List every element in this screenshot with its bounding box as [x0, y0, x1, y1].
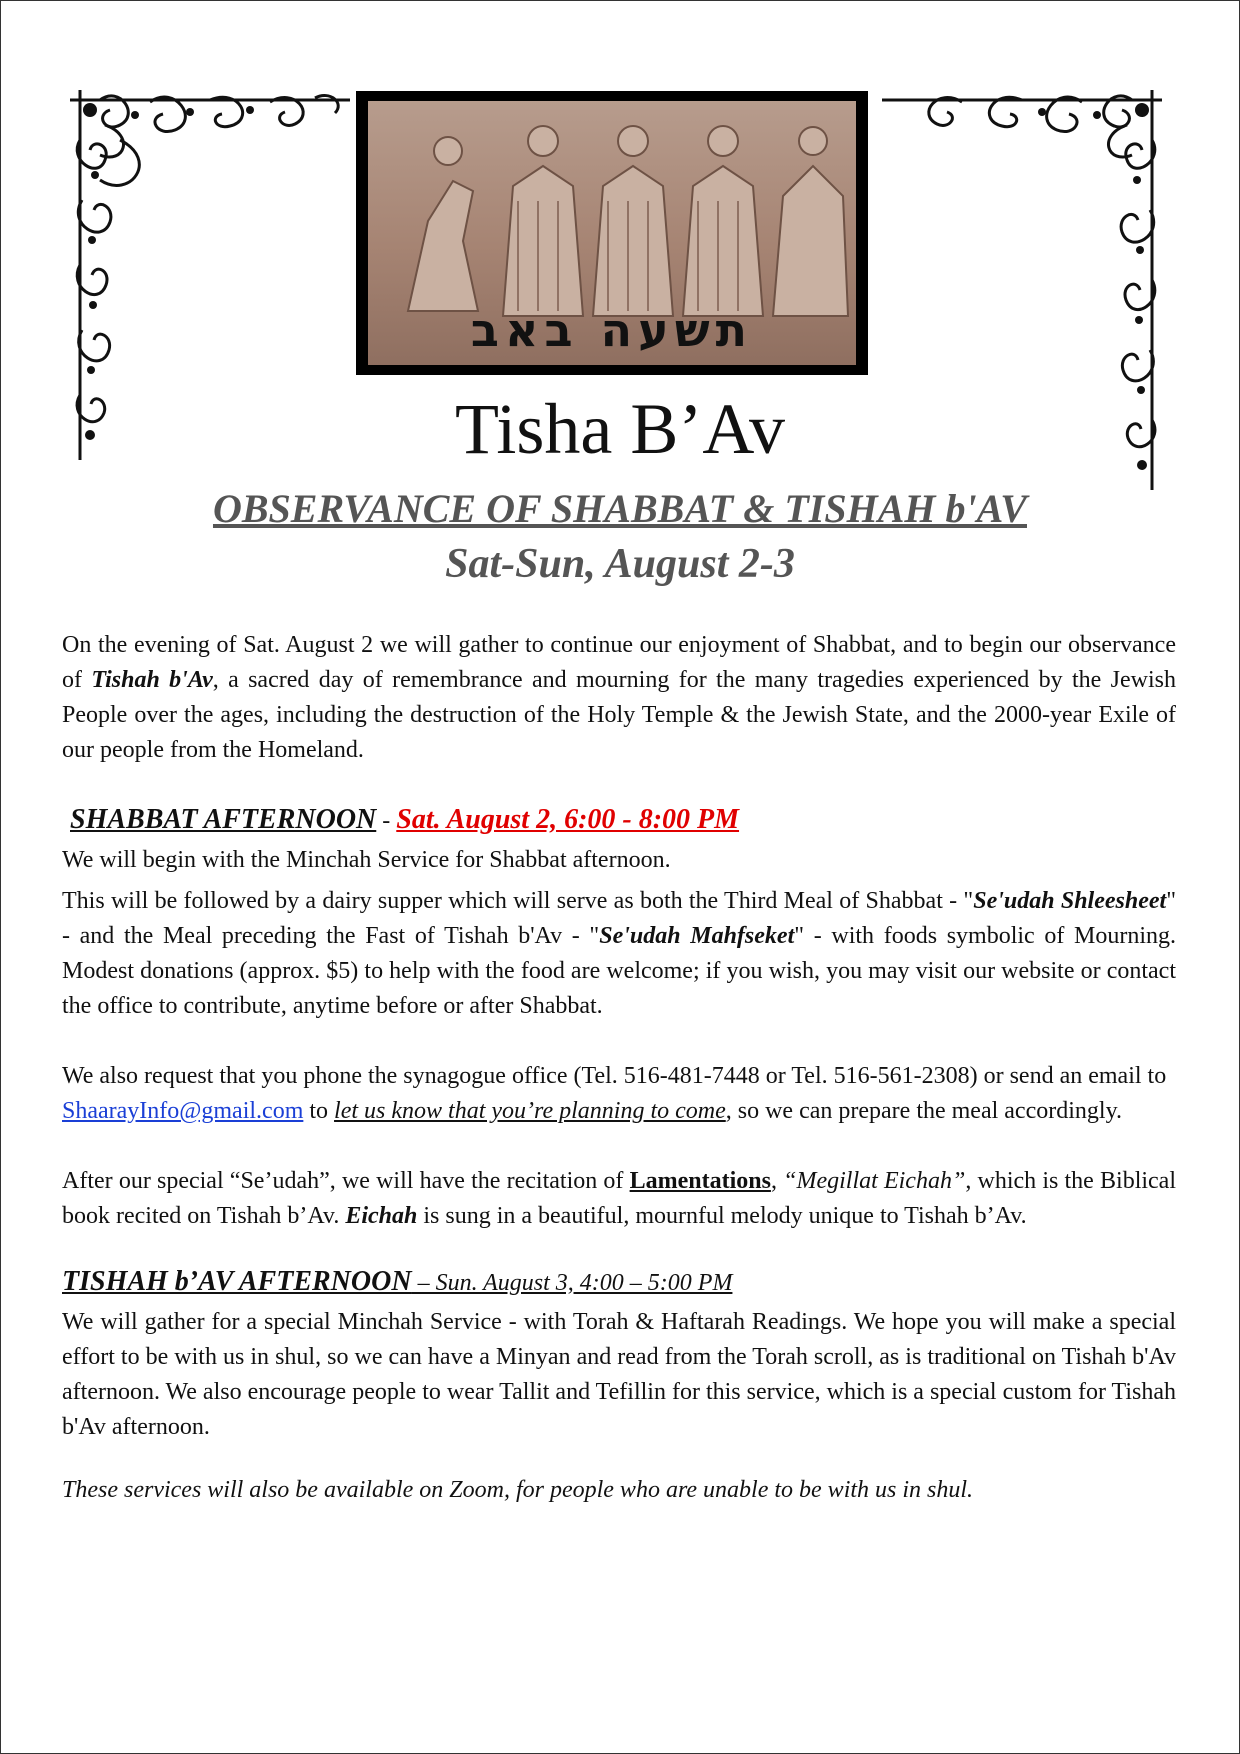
hero-image-frame	[356, 91, 868, 375]
email-link[interactable]: ShaarayInfo@gmail.com	[62, 1098, 304, 1124]
tishah-minchah-paragraph: We will gather for a special Minchah Service - with Torah & Haftarah Readings. We hope you will make a special effort to be with us in shul, so we can have a Minyan and read from the Torah scroll, as is traditional on Tishah b'Av afternoon. We also encourage people to wear Tallit and Tefillin for this service, which is a special custom for Tishah b'Av afternoon.	[62, 1309, 1176, 1440]
tishah-heading: TISHAH b’AV AFTERNOON – Sun. August 3, 4:00 – 5:00 PM	[62, 1266, 733, 1297]
observance-subtitle: OBSERVANCE OF SHABBAT & TISHAH b'AV	[212, 486, 1027, 531]
assyrian-relief-image	[368, 101, 856, 365]
date-line: Sat-Sun, August 2-3	[445, 541, 795, 587]
intro-paragraph: On the evening of Sat. August 2 we will gather to continue our enjoyment of Shabbat, and to begin our observance of Tishah b'Av, a sacred day of remembrance and mourning for the many tragedies experienced by the Jewish People over the ages, including the destruction of the Holy Temple & the Jewish State, and the 2000-year Exile of our people from the Homeland.	[62, 632, 1176, 763]
lamentations-paragraph: After our special “Se’udah”, we will have the recitation of Lamentations, “Megillat Eichah”, which is the Biblical book recited on Tishah b’Av. Eichah is sung in a beautiful, mournful melody unique to Tishah b’Av.	[62, 1168, 1177, 1229]
zoom-note: These services will also be available on Zoom, for people who are unable to be with us in shul.	[62, 1477, 974, 1503]
main-content	[62, 628, 1176, 1508]
page-title: Tisha B’Av	[454, 389, 786, 469]
shabbat-heading: SHABBAT AFTERNOON - Sat. August 2, 6:00 - 8:00 PM	[70, 804, 740, 835]
shabbat-minchah-paragraph: We will begin with the Minchah Service for Shabbat afternoon.	[62, 847, 671, 873]
shabbat-supper-paragraph: This will be followed by a dairy supper which will serve as both the Third Meal of Shabbat - "Se'udah Shleesheet" - and the Meal preceding the Fast of Tishah b'Av - "Se'udah Mahfseket" - with foods symbolic of Mourning. Modest donations (approx. $5) to help with the food are welcome; if you wish, you may visit our website or contact the office to contribute, anytime before or after Shabbat.	[62, 888, 1177, 1019]
rsvp-paragraph: We also request that you phone the synagogue office (Tel. 516-481-7448 or Tel. 516-561-2308) or send an email to ShaarayInfo@gmail.com to let us know that you’re planning to come, so we can prepare the meal accordingly.	[62, 1063, 1167, 1124]
hebrew-caption: תשעה באב	[470, 303, 754, 357]
